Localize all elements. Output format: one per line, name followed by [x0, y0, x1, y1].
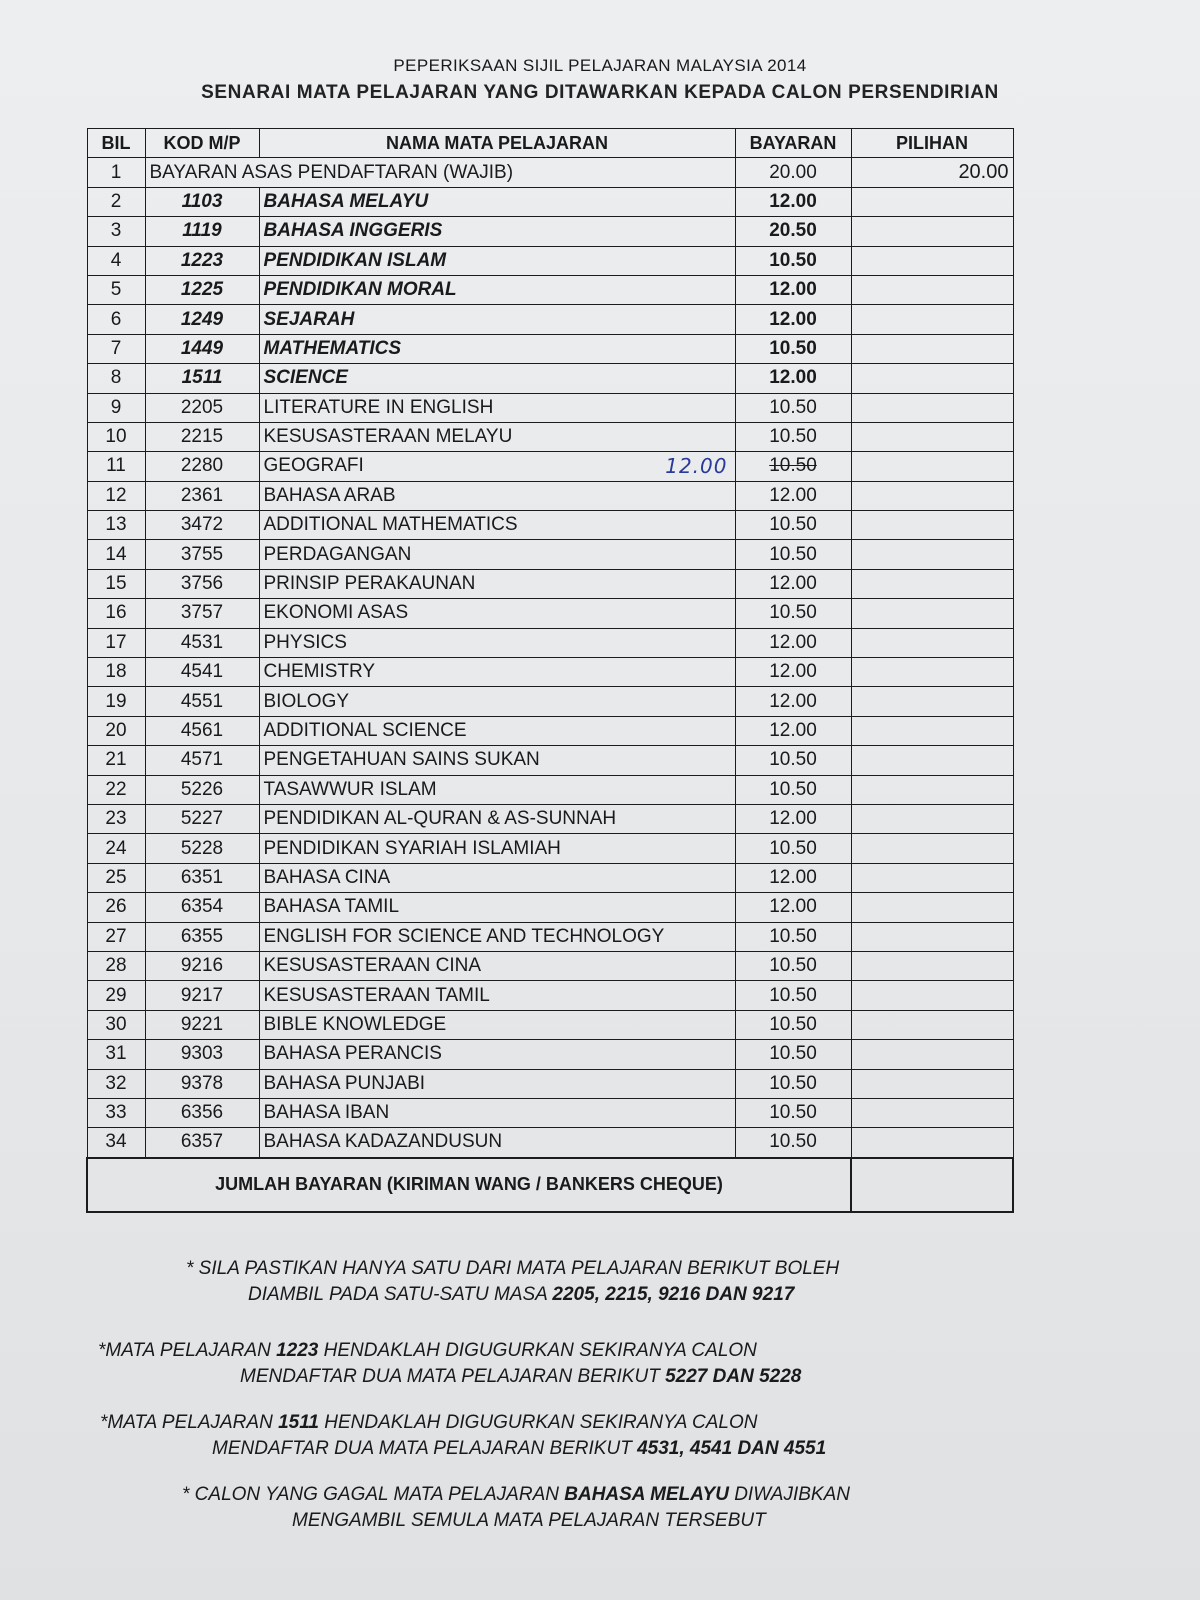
row-choice	[851, 658, 1013, 687]
fee-value: 10.50	[769, 984, 817, 1006]
row-code: 2280	[145, 452, 259, 481]
row-code: 9217	[145, 981, 259, 1010]
row-choice	[851, 981, 1013, 1010]
row-fee	[735, 393, 851, 422]
row-fee	[665, 452, 851, 481]
note-3-line-1	[100, 1412, 757, 1434]
document-header	[0, 56, 1200, 104]
fee-value: 12.00	[769, 308, 817, 330]
row-fee	[735, 1098, 851, 1127]
row-choice: 20.00	[851, 158, 1013, 187]
note-4-line-2	[292, 1510, 766, 1532]
row-bil: 32	[87, 1069, 145, 1098]
total-amount-cell	[851, 1158, 1013, 1212]
fee-value: 12.00	[769, 720, 817, 741]
row-name: SEJARAH	[259, 305, 735, 334]
row-bil: 23	[87, 804, 145, 833]
row-code: 5226	[145, 775, 259, 804]
fee-value: 12.00	[769, 661, 817, 683]
fee-value: 12.00	[769, 367, 817, 389]
row-code: 9378	[145, 1069, 259, 1098]
row-name: TASAWWUR ISLAM	[259, 775, 735, 804]
table-row	[87, 540, 1013, 569]
row-code: 1119	[145, 217, 259, 246]
row-choice	[851, 481, 1013, 510]
table-row	[87, 658, 1013, 687]
note-codes: 1223	[276, 1340, 319, 1361]
row-name: PENGETAHUAN SAINS SUKAN	[259, 746, 735, 775]
row-fee	[735, 511, 851, 540]
row-name: PENDIDIKAN AL-QURAN & AS-SUNNAH	[259, 804, 735, 833]
table-row	[87, 775, 1013, 804]
subject-fee-table	[86, 128, 1014, 1213]
row-bil: 2	[87, 187, 145, 216]
row-fee	[735, 687, 851, 716]
row-choice	[851, 246, 1013, 275]
fee-value: 12.00	[769, 631, 817, 653]
row-bil: 33	[87, 1098, 145, 1127]
table-row	[87, 746, 1013, 775]
row-fee	[735, 246, 851, 275]
row-choice	[851, 1040, 1013, 1069]
note-1-line-2	[248, 1284, 794, 1306]
row-name: BAHASA PERANCIS	[259, 1040, 735, 1069]
table-row	[87, 422, 1013, 451]
row-fee	[735, 364, 851, 393]
row-fee	[735, 1128, 851, 1158]
row-choice	[851, 863, 1013, 892]
row-choice	[851, 187, 1013, 216]
fee-value: 10.50	[769, 837, 817, 859]
row-name: BIOLOGY	[259, 687, 735, 716]
row-choice	[851, 1069, 1013, 1098]
fee-value: 12.00	[769, 573, 817, 595]
note-text: MENDAFTAR DUA MATA PELAJARAN BERIKUT	[240, 1366, 666, 1387]
row-code: 9216	[145, 951, 259, 980]
row-name: BAHASA MELAYU	[259, 187, 735, 216]
note-subject: BAHASA MELAYU	[564, 1484, 729, 1505]
row-choice	[851, 922, 1013, 951]
row-code: 4571	[145, 746, 259, 775]
row-code: 6354	[145, 893, 259, 922]
row-choice	[851, 334, 1013, 363]
row-name: BAHASA ARAB	[259, 481, 735, 510]
table-row	[87, 305, 1013, 334]
row-choice	[851, 804, 1013, 833]
row-name: PRINSIP PERAKAUNAN	[259, 569, 735, 598]
row-fee	[735, 275, 851, 304]
fee-value: 10.50	[769, 1131, 817, 1153]
row-choice	[851, 1010, 1013, 1039]
table-header-row	[87, 129, 1013, 158]
fee-value: 10.50	[769, 1072, 817, 1094]
row-bil: 18	[87, 658, 145, 687]
row-code: 6357	[145, 1128, 259, 1158]
fee-value: 10.50	[769, 1043, 817, 1065]
note-2-line-2	[240, 1366, 801, 1388]
table-row	[87, 951, 1013, 980]
row-bil: 13	[87, 511, 145, 540]
row-fee	[735, 1040, 851, 1069]
row-bil: 20	[87, 716, 145, 745]
row-bil: 22	[87, 775, 145, 804]
row-fee	[735, 628, 851, 657]
fee-value: 12.00	[769, 190, 817, 212]
row-choice	[851, 364, 1013, 393]
row-name: ENGLISH FOR SCIENCE AND TECHNOLOGY	[259, 922, 735, 951]
row-choice	[851, 687, 1013, 716]
row-choice	[851, 305, 1013, 334]
table-row	[87, 893, 1013, 922]
row-name: PERDAGANGAN	[259, 540, 735, 569]
row-code: 2205	[145, 393, 259, 422]
row-name: ADDITIONAL SCIENCE	[259, 716, 735, 745]
note-text: MENGAMBIL SEMULA MATA PELAJARAN TERSEBUT	[292, 1510, 766, 1531]
row-code: 2215	[145, 422, 259, 451]
row-bil: 1	[87, 158, 145, 187]
row-fee	[735, 540, 851, 569]
row-bil: 28	[87, 951, 145, 980]
row-choice	[851, 628, 1013, 657]
fee-value: 10.50	[769, 249, 817, 271]
row-fee	[735, 334, 851, 363]
row-bil: 26	[87, 893, 145, 922]
row-fee	[735, 569, 851, 598]
row-name: GEOGRAFI	[259, 452, 735, 481]
table-row	[87, 922, 1013, 951]
row-choice	[851, 569, 1013, 598]
row-fee	[735, 746, 851, 775]
row-code: 4531	[145, 628, 259, 657]
row-code: 1225	[145, 275, 259, 304]
row-code: 5228	[145, 834, 259, 863]
row-choice	[851, 422, 1013, 451]
fee-value: 10.50	[769, 337, 817, 359]
fee-value: 10.50	[769, 955, 817, 977]
row-choice	[851, 452, 1013, 481]
row-name: LITERATURE IN ENGLISH	[259, 393, 735, 422]
fee-value: 20.50	[769, 220, 817, 242]
table-row	[87, 481, 1013, 510]
table-row	[87, 334, 1013, 363]
note-text: * SILA PASTIKAN HANYA SATU DARI MATA PELAJARAN BERIKUT BOLEH	[186, 1258, 840, 1279]
row-code: 4541	[145, 658, 259, 687]
fee-value: 10.50	[769, 925, 817, 947]
note-3-line-2	[212, 1438, 826, 1460]
table-row	[87, 1128, 1013, 1158]
table-row	[87, 599, 1013, 628]
table-row	[87, 569, 1013, 598]
row-code: 1223	[145, 246, 259, 275]
row-choice	[851, 1098, 1013, 1127]
row-choice	[851, 834, 1013, 863]
row-fee	[735, 481, 851, 510]
row-fee	[735, 951, 851, 980]
row-name: PENDIDIKAN SYARIAH ISLAMIAH	[259, 834, 735, 863]
row-choice	[851, 599, 1013, 628]
fee-value: 10.50	[769, 396, 817, 418]
row-bil: 10	[87, 422, 145, 451]
note-text: *MATA PELAJARAN	[98, 1340, 277, 1361]
row-name: EKONOMI ASAS	[259, 599, 735, 628]
row-code: 9221	[145, 1010, 259, 1039]
row-name: BAHASA INGGERIS	[259, 217, 735, 246]
table-row	[87, 452, 1013, 481]
table-row	[87, 275, 1013, 304]
note-text: DIAMBIL PADA SATU-SATU MASA	[248, 1284, 553, 1305]
row-fee	[735, 1069, 851, 1098]
total-label: JUMLAH BAYARAN (KIRIMAN WANG / BANKERS CHEQUE)	[87, 1158, 851, 1212]
row-choice	[851, 893, 1013, 922]
note-text: DIWAJIBKAN	[728, 1484, 850, 1505]
table-row	[87, 628, 1013, 657]
table-row	[87, 1069, 1013, 1098]
note-codes: 2205, 2215, 9216 DAN 9217	[552, 1284, 795, 1305]
row-code: 6355	[145, 922, 259, 951]
note-text: HENDAKLAH DIGUGURKAN SEKIRANYA CALON	[318, 1340, 757, 1361]
row-bil: 17	[87, 628, 145, 657]
list-title: SENARAI MATA PELAJARAN YANG DITAWARKAN KEPADA CALON PERSENDIRIAN	[201, 82, 999, 103]
note-text: MENDAFTAR DUA MATA PELAJARAN BERIKUT	[212, 1438, 638, 1459]
fee-value: 10.50	[769, 455, 817, 477]
fee-value: 12.00	[769, 808, 817, 830]
table-row	[87, 834, 1013, 863]
row-name: BAHASA CINA	[259, 863, 735, 892]
row-bil: 7	[87, 334, 145, 363]
note-text: *MATA PELAJARAN	[100, 1412, 279, 1433]
row-bil: 30	[87, 1010, 145, 1039]
row-choice	[851, 511, 1013, 540]
note-2-line-1	[98, 1340, 757, 1362]
row-bil: 15	[87, 569, 145, 598]
table-row	[87, 393, 1013, 422]
row-bil: 19	[87, 687, 145, 716]
row-fee	[735, 599, 851, 628]
table-row	[87, 1040, 1013, 1069]
note-codes: 5227 DAN 5228	[665, 1366, 802, 1387]
row-bil: 9	[87, 393, 145, 422]
row-fee: 20.00	[735, 158, 851, 187]
row-name: BAHASA KADAZANDUSUN	[259, 1128, 735, 1158]
note-text: HENDAKLAH DIGUGURKAN SEKIRANYA CALON	[318, 1412, 758, 1433]
row-bil: 4	[87, 246, 145, 275]
row-name: MATHEMATICS	[259, 334, 735, 363]
fee-value: 12.00	[769, 690, 817, 712]
note-4-line-1	[182, 1484, 850, 1506]
total-row	[87, 1158, 1013, 1212]
note-codes: 1511	[278, 1412, 319, 1433]
row-bil: 21	[87, 746, 145, 775]
fee-value: 12.00	[769, 896, 817, 918]
row-fee	[735, 422, 851, 451]
row-code: 4551	[145, 687, 259, 716]
row-bil: 6	[87, 305, 145, 334]
row-choice	[851, 217, 1013, 246]
row-name: BAHASA TAMIL	[259, 893, 735, 922]
note-codes: 4531, 4541 DAN 4551	[637, 1438, 827, 1459]
row-fee	[735, 187, 851, 216]
row-choice	[851, 275, 1013, 304]
col-header-nama: NAMA MATA PELAJARAN	[259, 129, 735, 158]
fee-value: 10.50	[769, 1102, 817, 1124]
row-name: ADDITIONAL MATHEMATICS	[259, 511, 735, 540]
row-bil: 27	[87, 922, 145, 951]
fee-value: 10.50	[769, 749, 817, 771]
row-name: PENDIDIKAN MORAL	[259, 275, 735, 304]
row-fee	[735, 804, 851, 833]
col-header-bayaran: BAYARAN	[735, 129, 851, 158]
row-choice	[851, 951, 1013, 980]
fee-value: 12.00	[769, 866, 817, 888]
row-fee	[735, 834, 851, 863]
table-row	[87, 687, 1013, 716]
row-choice	[851, 775, 1013, 804]
row-code: 1511	[145, 364, 259, 393]
row-fee	[735, 775, 851, 804]
table-row	[87, 187, 1013, 216]
col-header-kod: KOD M/P	[145, 129, 259, 158]
table-row	[87, 804, 1013, 833]
row-name: BAYARAN ASAS PENDAFTARAN (WAJIB)	[145, 158, 735, 187]
row-choice	[851, 746, 1013, 775]
row-code: 1103	[145, 187, 259, 216]
row-bil: 8	[87, 364, 145, 393]
row-code: 6351	[145, 863, 259, 892]
row-code: 9303	[145, 1040, 259, 1069]
col-header-pilihan: PILIHAN	[851, 129, 1013, 158]
row-name: PENDIDIKAN ISLAM	[259, 246, 735, 275]
table-row	[87, 1010, 1013, 1039]
table-row	[87, 217, 1013, 246]
row-choice	[851, 393, 1013, 422]
row-code: 5227	[145, 804, 259, 833]
row-bil: 12	[87, 481, 145, 510]
row-fee	[735, 981, 851, 1010]
row-code: 1449	[145, 334, 259, 363]
row-name: BIBLE KNOWLEDGE	[259, 1010, 735, 1039]
row-bil: 24	[87, 834, 145, 863]
row-bil: 11	[87, 452, 145, 481]
fee-value: 10.50	[769, 1013, 817, 1035]
row-choice	[851, 1128, 1013, 1158]
row-fee	[735, 305, 851, 334]
row-choice	[851, 716, 1013, 745]
table-row	[87, 863, 1013, 892]
col-header-bil: BIL	[87, 129, 145, 158]
row-name: SCIENCE	[259, 364, 735, 393]
row-name: BAHASA IBAN	[259, 1098, 735, 1127]
row-name: KESUSASTERAAN MELAYU	[259, 422, 735, 451]
row-name: PHYSICS	[259, 628, 735, 657]
row-bil: 34	[87, 1128, 145, 1158]
row-fee	[735, 658, 851, 687]
row-name: CHEMISTRY	[259, 658, 735, 687]
row-code: 3757	[145, 599, 259, 628]
note-1-line-1	[186, 1258, 839, 1280]
table-row	[87, 511, 1013, 540]
table-row	[87, 364, 1013, 393]
row-bil: 5	[87, 275, 145, 304]
fee-value: 10.50	[769, 514, 817, 536]
row-code: 6356	[145, 1098, 259, 1127]
row-name: KESUSASTERAAN CINA	[259, 951, 735, 980]
fee-value: 10.50	[769, 602, 817, 624]
exam-title: PEPERIKSAAN SIJIL PELAJARAN MALAYSIA 2014	[393, 56, 807, 75]
table-row	[87, 1098, 1013, 1127]
table-row-registration	[87, 158, 1013, 187]
fee-value: 10.50	[769, 543, 817, 565]
note-text: * CALON YANG GAGAL MATA PELAJARAN	[182, 1484, 565, 1505]
row-bil: 3	[87, 217, 145, 246]
row-code: 4561	[145, 716, 259, 745]
row-code: 3472	[145, 511, 259, 540]
row-fee	[735, 893, 851, 922]
fee-value: 10.50	[769, 778, 817, 800]
row-bil: 14	[87, 540, 145, 569]
row-bil: 16	[87, 599, 145, 628]
row-fee	[735, 217, 851, 246]
row-fee	[735, 863, 851, 892]
table-row	[87, 981, 1013, 1010]
fee-value: 10.50	[769, 426, 817, 448]
row-name: KESUSASTERAAN TAMIL	[259, 981, 735, 1010]
handwritten-fee: 12.00	[665, 454, 728, 479]
row-fee	[735, 716, 851, 745]
row-fee	[735, 1010, 851, 1039]
row-bil: 29	[87, 981, 145, 1010]
row-code: 3756	[145, 569, 259, 598]
row-code: 2361	[145, 481, 259, 510]
row-bil: 31	[87, 1040, 145, 1069]
row-bil: 25	[87, 863, 145, 892]
row-code: 3755	[145, 540, 259, 569]
fee-value: 12.00	[769, 484, 817, 506]
row-code: 1249	[145, 305, 259, 334]
table-row	[87, 246, 1013, 275]
fee-value: 12.00	[769, 279, 817, 301]
row-choice	[851, 540, 1013, 569]
row-name: BAHASA PUNJABI	[259, 1069, 735, 1098]
row-fee	[735, 922, 851, 951]
table-row	[87, 716, 1013, 745]
